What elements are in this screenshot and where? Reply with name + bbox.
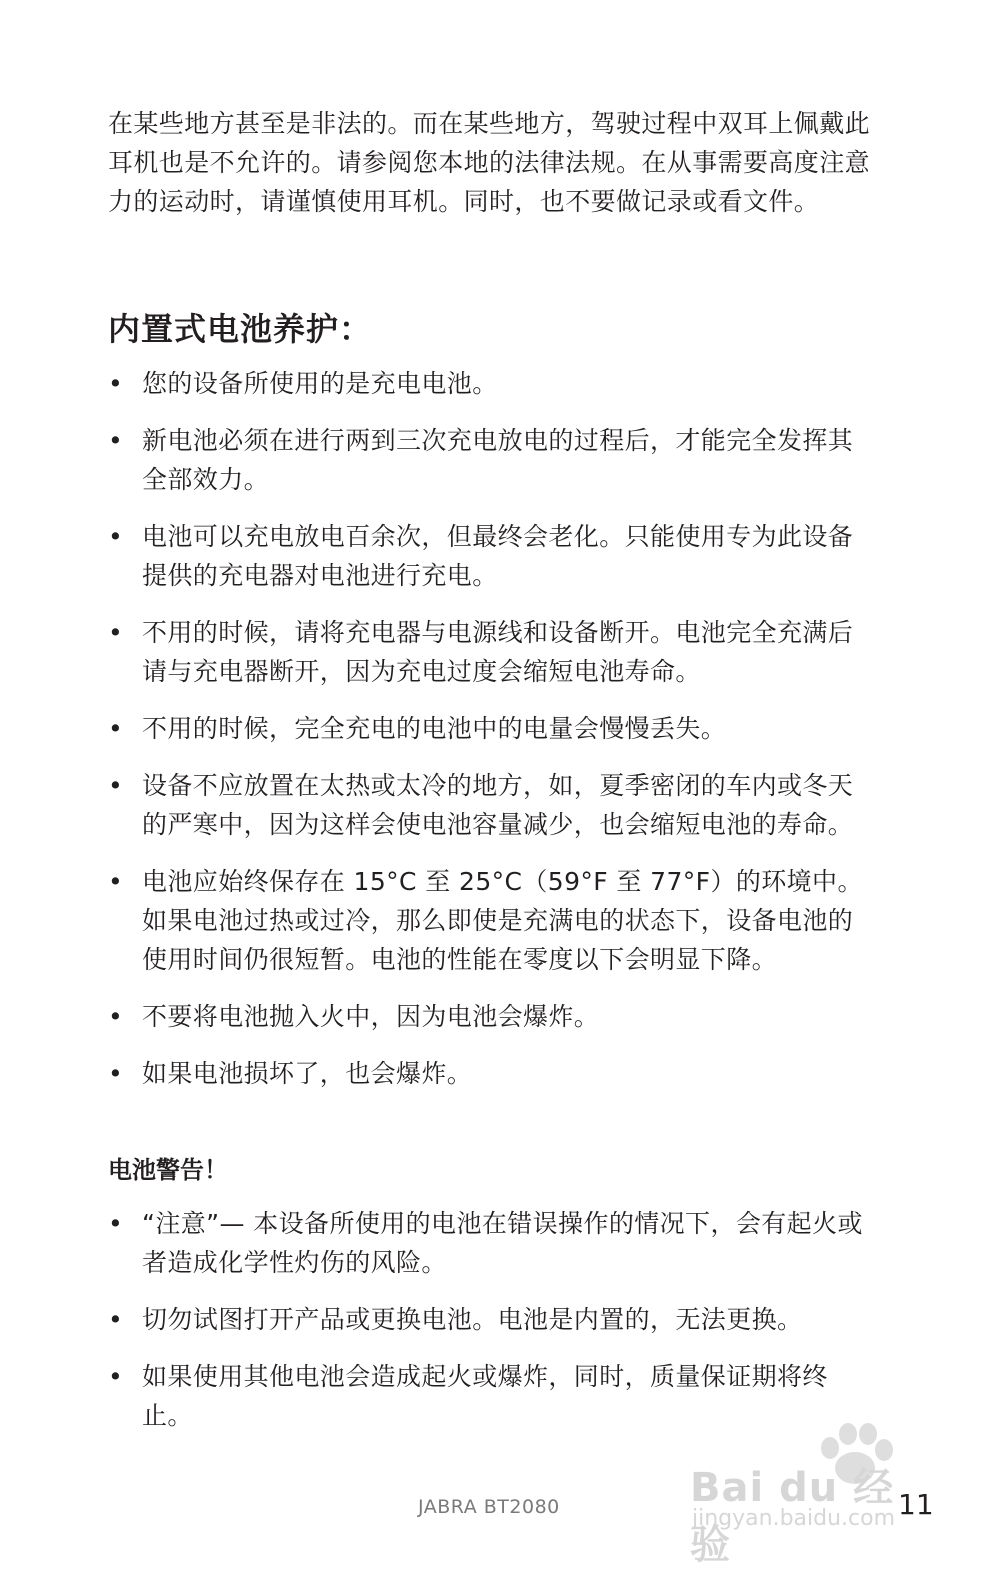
baidu-watermark — [690, 1420, 930, 1568]
list-item — [108, 1300, 878, 1339]
list-item-text: 您的设备所使用的是充电电池。 — [142, 369, 498, 398]
list-item-text: 如果电池损坏了，也会爆炸。 — [142, 1059, 473, 1088]
list-item-text: 不用的时候，完全充电的电池中的电量会慢慢丢失。 — [142, 714, 727, 743]
battery-warning-list — [108, 1204, 878, 1453]
list-item-text: 如果使用其他电池会造成起火或爆炸，同时，质量保证期将终止。 — [142, 1362, 828, 1430]
battery-warning-heading: 电池警告！ — [108, 1156, 228, 1184]
bullet-icon: • — [108, 1209, 124, 1238]
bullet-icon: • — [108, 369, 124, 398]
list-item — [108, 364, 878, 403]
list-item-text: 切勿试图打开产品或更换电池。电池是内置的，无法更换。 — [142, 1305, 803, 1334]
bullet-icon: • — [108, 1305, 124, 1334]
list-item-text: 新电池必须在进行两到三次充电放电的过程后，才能完全发挥其全部效力。 — [142, 426, 854, 494]
bullet-icon: • — [108, 714, 124, 743]
list-item — [108, 517, 878, 595]
watermark-logo: Bai du 经验 — [690, 1465, 895, 1568]
list-item — [108, 421, 878, 499]
list-item-text: 电池应始终保存在 15°C 至 25°C（59°F 至 77°F）的环境中。如果电池过热或过冷，那么即使是充满电的状态下，设备电池的使用时间仍很短暂。电池的性能在零度以下会明显下降。 — [142, 867, 863, 974]
list-item — [108, 709, 878, 748]
list-item-text: 不用的时候，请将充电器与电源线和设备断开。电池完全充满后请与充电器断开，因为充电过度会缩短电池寿命。 — [142, 618, 854, 686]
list-item-text: 电池可以充电放电百余次，但最终会老化。只能使用专为此设备提供的充电器对电池进行充电。 — [142, 522, 854, 590]
intro-paragraph: 在某些地方甚至是非法的。而在某些地方，驾驶过程中双耳上佩戴此耳机也是不允许的。请参阅您本地的法律法规。在从事需要高度注意力的运动时，请谨慎使用耳机。同时，也不要做记录或看文件。 — [108, 109, 871, 216]
page-number: 11 — [898, 1488, 934, 1521]
bullet-icon: • — [108, 618, 124, 647]
list-item — [108, 1054, 878, 1093]
list-item — [108, 766, 878, 844]
list-item — [108, 1204, 878, 1282]
battery-care-list — [108, 364, 878, 1111]
list-item — [108, 997, 878, 1036]
bullet-icon: • — [108, 771, 124, 800]
watermark-url: jingyan.baidu.com — [692, 1506, 896, 1531]
bullet-icon: • — [108, 1059, 124, 1088]
list-item — [108, 613, 878, 691]
list-item — [108, 862, 878, 979]
list-item-text: “注意”— 本设备所使用的电池在错误操作的情况下，会有起火或者造成化学性灼伤的风险。 — [142, 1209, 863, 1277]
bullet-icon: • — [108, 1362, 124, 1391]
bullet-icon: • — [108, 522, 124, 551]
list-item-text: 设备不应放置在太热或太冷的地方，如，夏季密闭的车内或冬天的严寒中，因为这样会使电池容量减少，也会缩短电池的寿命。 — [142, 771, 854, 839]
battery-care-heading: 内置式电池养护： — [108, 310, 373, 348]
bullet-icon: • — [108, 426, 124, 455]
footer-model-name: JABRA BT2080 — [418, 1496, 560, 1518]
bullet-icon: • — [108, 1002, 124, 1031]
bullet-icon: • — [108, 867, 124, 896]
list-item-text: 不要将电池抛入火中，因为电池会爆炸。 — [142, 1002, 600, 1031]
